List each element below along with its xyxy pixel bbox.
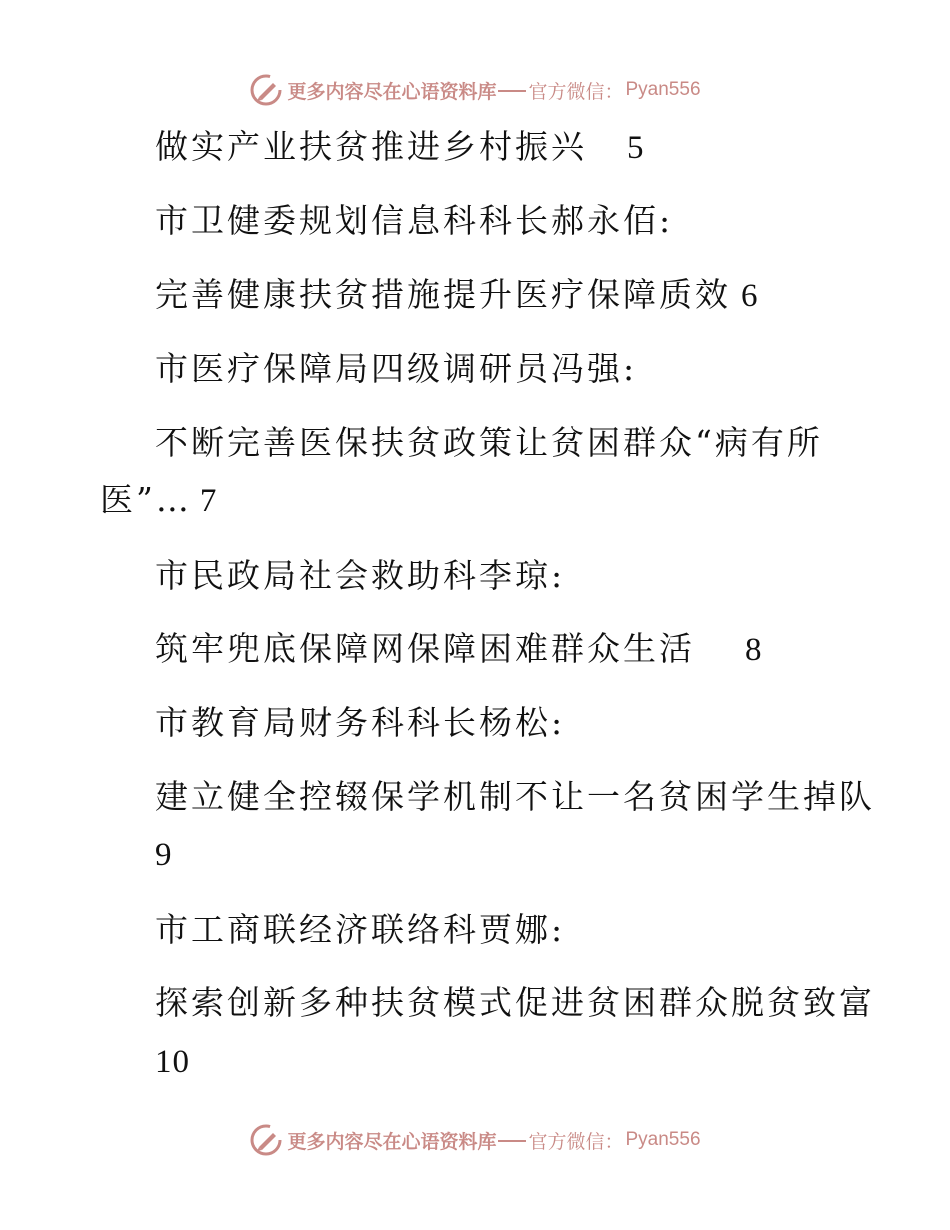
toc-line [155, 349, 637, 389]
toc-line-text: 市教育局财务科科长杨松: [155, 703, 566, 742]
toc-line [155, 629, 763, 670]
toc-line [155, 423, 823, 463]
toc-page-number: 8 [745, 632, 763, 668]
toc-line [155, 834, 173, 875]
toc-line-text: 建立健全控辍保学机制不让一名贫困学生掉队 [155, 777, 875, 816]
toc-line [155, 910, 565, 950]
toc-line-text: 市卫健委规划信息科科长郝永佰: [155, 201, 674, 240]
toc-line [155, 703, 565, 743]
banner-official-text: 官方微信： [528, 1130, 624, 1153]
toc-line-text: 不断完善医保扶贫政策让贫困群众“病有所 [155, 423, 823, 462]
toc-line [155, 983, 875, 1023]
banner-dash [498, 1140, 526, 1142]
toc-page-number: 6 [741, 278, 759, 314]
banner-official-text: 官方微信： [528, 80, 624, 103]
toc-line-text: 完善健康扶贫措施提升医疗保障质效 [155, 275, 731, 314]
toc-line [155, 556, 565, 596]
toc-line [155, 777, 875, 817]
toc-line [155, 275, 759, 316]
banner-brand-text: 更多内容尽在心语资料库 [287, 1130, 497, 1153]
toc-line-text: 做实产业扶贫推进乡村振兴 [155, 127, 587, 166]
toc-page-number: 7 [199, 483, 218, 519]
toc-line [155, 201, 673, 241]
banner-dash [498, 90, 526, 92]
banner-wechat-id: Pyan556 [625, 79, 701, 100]
toc-line [155, 127, 645, 168]
header-banner [0, 70, 950, 110]
toc-line-text: 筑牢兜底保障网保障困难群众生活 [155, 629, 695, 668]
toc-line [155, 1041, 190, 1082]
toc-line-text: 市医疗保障局四级调研员冯强: [155, 349, 638, 388]
toc-line-text: 市工商联经济联络科贾娜: [155, 910, 566, 949]
pen-seal-logo-icon [249, 73, 283, 107]
toc-line-text: 市民政局社会救助科李琼: [155, 556, 566, 595]
footer-banner [0, 1120, 950, 1160]
toc-page-number: 9 [155, 837, 173, 873]
pen-seal-logo-icon [249, 1123, 283, 1157]
toc-page-number: 10 [155, 1044, 190, 1080]
toc-page-number: 5 [627, 130, 645, 166]
toc-line-text: 探索创新多种扶贫模式促进贫困群众脱贫致富 [155, 983, 875, 1022]
banner-brand-text: 更多内容尽在心语资料库 [287, 80, 497, 103]
toc-line [100, 480, 217, 521]
toc-line-text: 医”… [100, 480, 192, 519]
banner-wechat-id: Pyan556 [625, 1129, 701, 1150]
